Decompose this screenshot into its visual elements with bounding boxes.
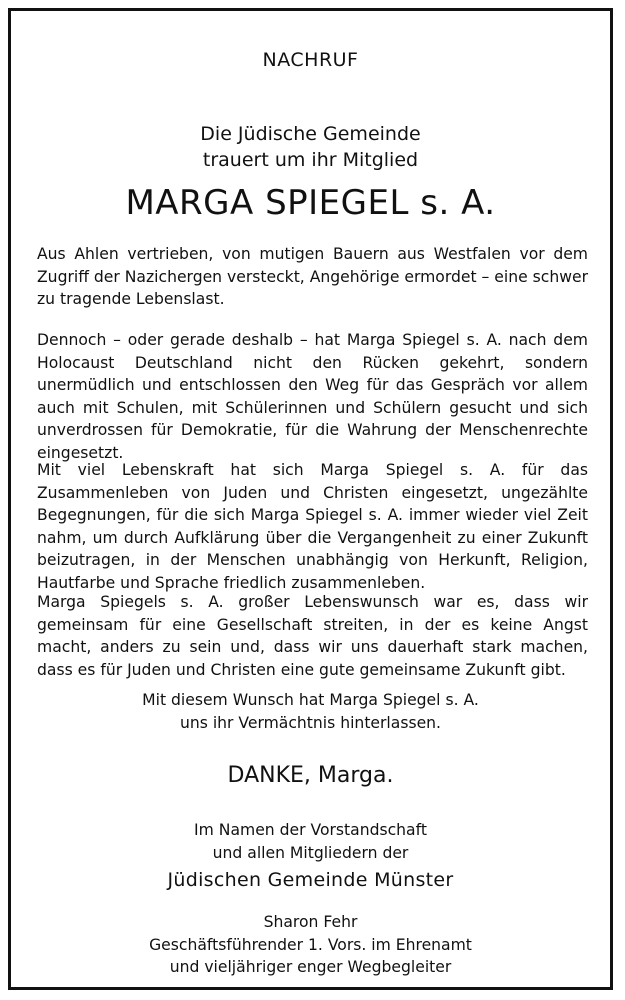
board-line-2: und allen Mitgliedern der — [212, 843, 409, 862]
intro-line-2: trauert um ihr Mitglied — [202, 149, 419, 171]
signer-name: Sharon Fehr — [263, 913, 358, 931]
thanks-line: DANKE, Marga. — [227, 763, 394, 788]
obituary-notice — [8, 8, 613, 990]
intro-text — [11, 121, 610, 173]
paragraph-3: Mit viel Lebenskraft hat sich Marga Spiegel s. A. für das Zusammenleben von Juden und Christen eingesetzt, ungezählte Begegnungen, für die sich Marga Spiegel s. A. immer wieder viel Zeit nahm, um durch Aufklärung über die Vergangenheit zu einer Zukunft beizutragen, in der Menschen unabhängig von Herkunft, Religion, Hautfarbe und Sprache friedlich zusammenleben. — [37, 461, 588, 592]
signer-block — [11, 911, 610, 979]
paragraph-4: Marga Spiegels s. A. großer Lebenswunsch war es, dass wir gemeinsam für eine Gesellschaft streiten, in der es keine Angst macht, anders zu sein und, dass wir uns dauerhaft stark machen, dass es für Juden und Christen eine gute gemeinsame Zukunft gibt. — [37, 593, 588, 679]
closing-text — [11, 689, 610, 734]
paragraph-2: Dennoch – oder gerade deshalb – hat Marga Spiegel s. A. nach dem Holocaust Deutschland nicht den Rücken gekehrt, sondern unermüdlich und entschlossen den Weg für das Gespräch vor allem auch mit Schulen, mit Schülerinnen und Schülern gesucht und sich unverdrossen für Demokratie, für die Wahrung der Menschenrechte eingesetzt. — [37, 331, 588, 462]
signer-role-2: und vieljähriger enger Wegbegleiter — [169, 958, 452, 976]
closing-line-2: uns ihr Vermächtnis hinterlassen. — [179, 713, 442, 732]
intro-line-1: Die Jüdische Gemeinde — [200, 123, 421, 145]
deceased-name: MARGA SPIEGEL s. A. — [125, 183, 496, 223]
board-text — [11, 819, 610, 864]
notice-title: NACHRUF — [262, 49, 359, 71]
community-name: Jüdischen Gemeinde Münster — [167, 869, 454, 891]
paragraph-1: Aus Ahlen vertrieben, von mutigen Bauern aus Westfalen vor dem Zugriff der Nazichergen versteckt, Angehörige ermordet – eine schwer zu tragende Lebenslast. — [37, 245, 588, 308]
signer-role-1: Geschäftsführender 1. Vors. im Ehrenamt — [149, 935, 472, 954]
board-line-1: Im Namen der Vorstandschaft — [194, 821, 427, 839]
closing-line-1: Mit diesem Wunsch hat Marga Spiegel s. A. — [142, 691, 479, 709]
